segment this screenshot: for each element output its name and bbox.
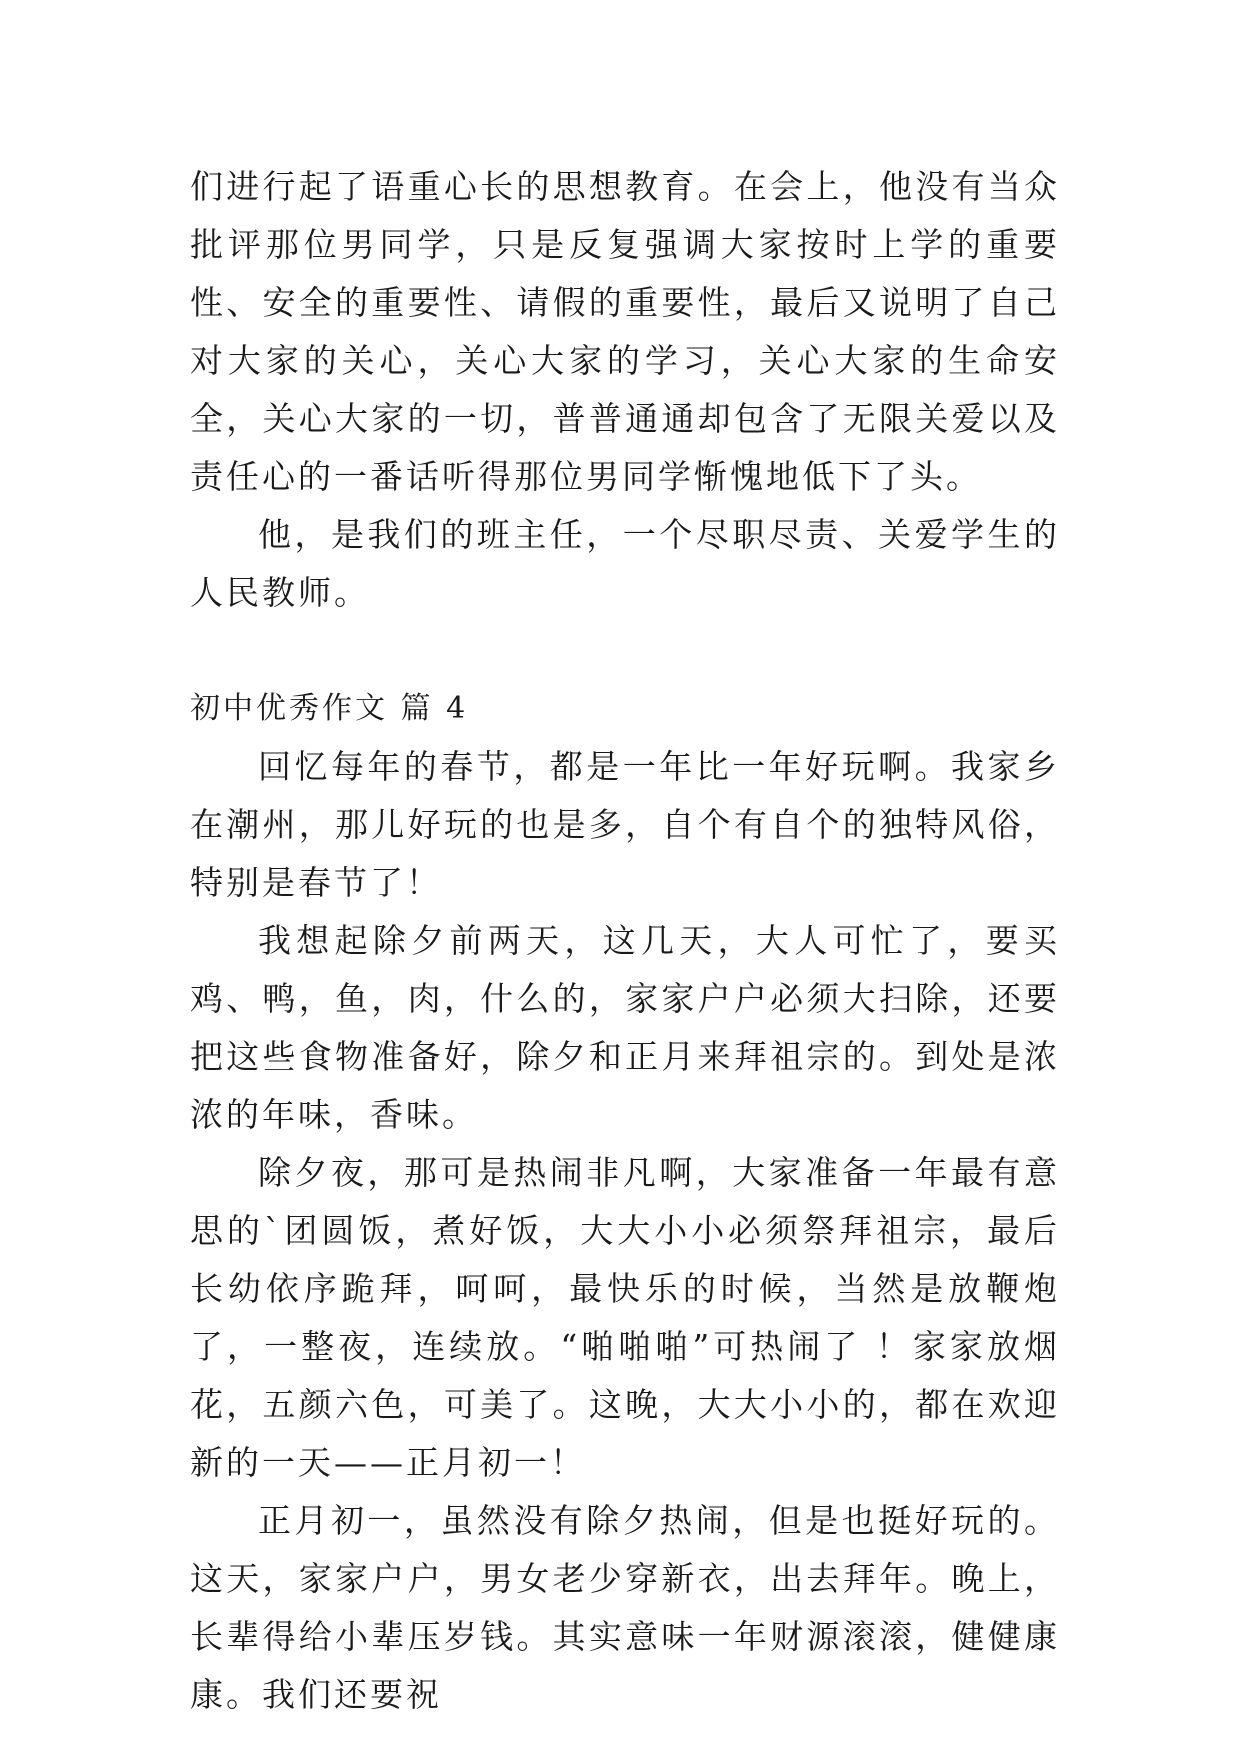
document-body xyxy=(190,158,1060,1724)
section-heading: 初中优秀作文 篇 4 xyxy=(190,691,469,726)
paragraph-first-day: 正月初一，虽然没有除夕热闹，但是也挺好玩的。这天，家家户户，男女老少穿新衣，出去拜年。晚上，长辈得给小辈压岁钱。其实意味一年财源滚滚，健健康康。我们还要祝 xyxy=(190,1501,1060,1714)
paragraph-spring-festival: 回忆每年的春节，都是一年比一年好玩啊。我家乡在潮州，那儿好玩的也是多，自个有自个的独特风俗，特别是春节了！ xyxy=(190,747,1060,902)
paragraph-continued: 们进行起了语重心长的思想教育。在会上，他没有当众批评那位男同学，只是反复强调大家按时上学的重要性、安全的重要性、请假的重要性，最后又说明了自己对大家的关心，关心大家的学习，关心大家的生命安全，关心大家的一切，普普通通却包含了无限关爱以及责任心的一番话听得那位男同学惭愧地低下了头。 xyxy=(190,167,1060,496)
paragraph-new-year-eve: 除夕夜，那可是热闹非凡啊，大家准备一年最有意思的`团圆饭，煮好饭，大大小小必须祭拜祖宗，最后长幼依序跪拜，呵呵，最快乐的时候，当然是放鞭炮了，一整夜，连续放。“啪啪啪”可热闹了 ！家家放烟花，五颜六色，可美了。这晚，大大小小的，都在欢迎新的一天——正月初一！ xyxy=(190,1153,1060,1482)
paragraph-before-new-year-eve: 我想起除夕前两天，这几天，大人可忙了，要买鸡、鸭，鱼，肉，什么的，家家户户必须大扫除，还要把这些食物准备好，除夕和正月来拜祖宗的。到处是浓浓的年味，香味。 xyxy=(190,921,1060,1134)
paragraph-class-teacher: 他，是我们的班主任，一个尽职尽责、关爱学生的人民教师。 xyxy=(190,515,1060,612)
